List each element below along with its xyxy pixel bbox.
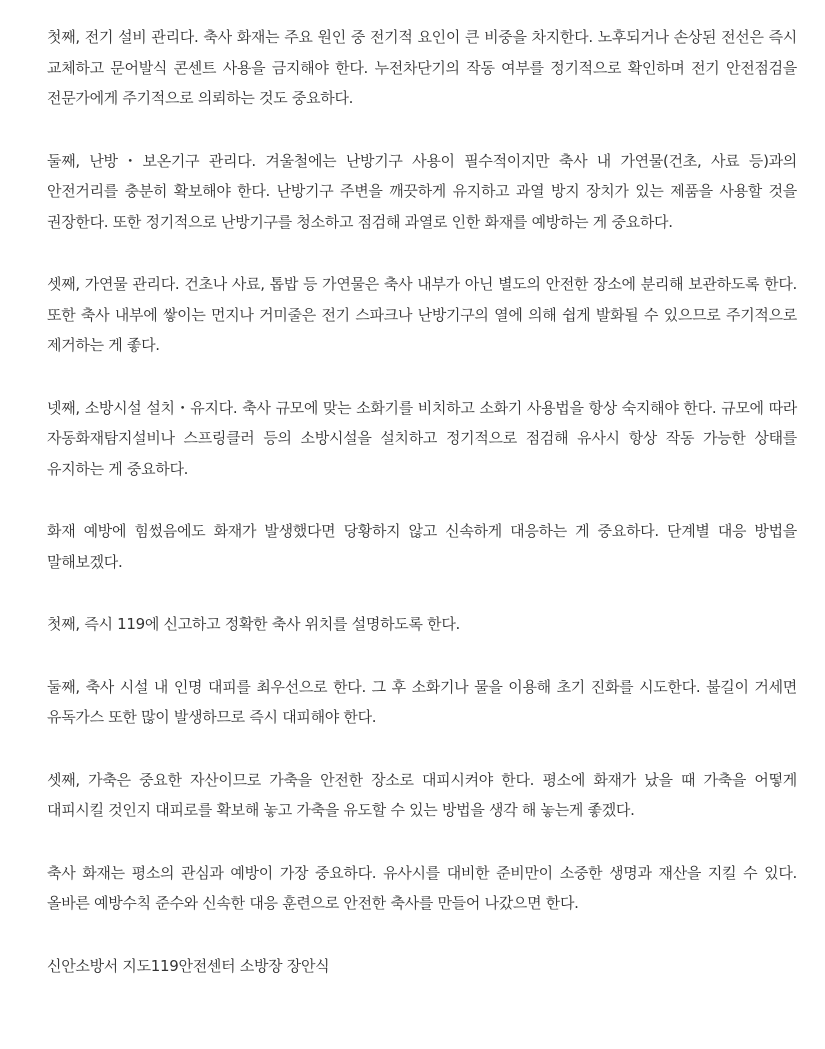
paragraph-combustibles-management: 셋째, 가연물 관리다. 건초나 사료, 톱밥 등 가연물은 축사 내부가 아닌 별도의 안전한 장소에 분리해 보관하도록 한다. 또한 축사 내부에 쌓이는 먼지나 거미줄은 전기 스파크나 난방기구의 열에 의해 쉽게 발화될 수 있으므로 주기적으로 제거하는 게 좋다. bbox=[47, 275, 797, 354]
paragraph-electrical-management: 첫째, 전기 설비 관리다. 축사 화재는 주요 원인 중 전기적 요인이 큰 비중을 차지한다. 노후되거나 손상된 전선은 즉시 교체하고 문어발식 콘센트 사용을 금지해야 한다. 누전차단기의 작동 여부를 정기적으로 확인하며 전기 안전점검을 전문가에게 주기적으로 의뢰하는 것도 중요하다. bbox=[47, 28, 797, 107]
paragraph-conclusion: 축사 화재는 평소의 관심과 예방이 가장 중요하다. 유사시를 대비한 준비만이 소중한 생명과 재산을 지킬 수 있다. 올바른 예방수칙 준수와 신속한 대응 훈련으로 안전한 축사를 만들어 나갔으면 한다. bbox=[47, 863, 797, 912]
paragraph-heating-management: 둘째, 난방・보온기구 관리다. 겨울철에는 난방기구 사용이 필수적이지만 축사 내 가연물(건초, 사료 등)과의 안전거리를 충분히 확보해야 한다. 난방기구 주변을 깨끗하게 유지하고 과열 방지 장치가 있는 제품을 사용할 것을 권장한다. 또한 정기적으로 난방기구를 청소하고 점검해 과열로 인한 화재를 예방하는 게 중요하다. bbox=[47, 151, 797, 231]
paragraph-fire-facilities: 넷째, 소방시설 설치・유지다. 축사 규모에 맞는 소화기를 비치하고 소화기 사용법을 항상 숙지해야 한다. 규모에 따라 자동화재탐지설비나 스프링클러 등의 소방시설을 설치하고 정기적으로 점검해 유사시 항상 작동 가능한 상태를 유지하는 게 중요하다. bbox=[47, 398, 797, 478]
paragraph-response-step-3: 셋째, 가축은 중요한 자산이므로 가축을 안전한 장소로 대피시켜야 한다. 평소에 화재가 났을 때 가축을 어떻게 대피시킬 것인지 대피로를 확보해 놓고 가축을 유도할 수 있는 방법을 생각 해 놓는게 좋겠다. bbox=[47, 770, 797, 819]
paragraph-response-intro: 화재 예방에 힘썼음에도 화재가 발생했다면 당황하지 않고 신속하게 대응하는 게 중요하다. 단계별 대응 방법을 말해보겠다. bbox=[47, 522, 797, 571]
author-byline: 신안소방서 지도119안전센터 소방장 장안식 bbox=[47, 956, 330, 975]
paragraph-response-step-2: 둘째, 축사 시설 내 인명 대피를 최우선으로 한다. 그 후 소화기나 물을 이용해 초기 진화를 시도한다. 불길이 거세면 유독가스 또한 많이 발생하므로 즉시 대피해야 한다. bbox=[47, 677, 797, 726]
paragraph-response-step-1: 첫째, 즉시 119에 신고하고 정확한 축사 위치를 설명하도록 한다. bbox=[47, 615, 460, 633]
